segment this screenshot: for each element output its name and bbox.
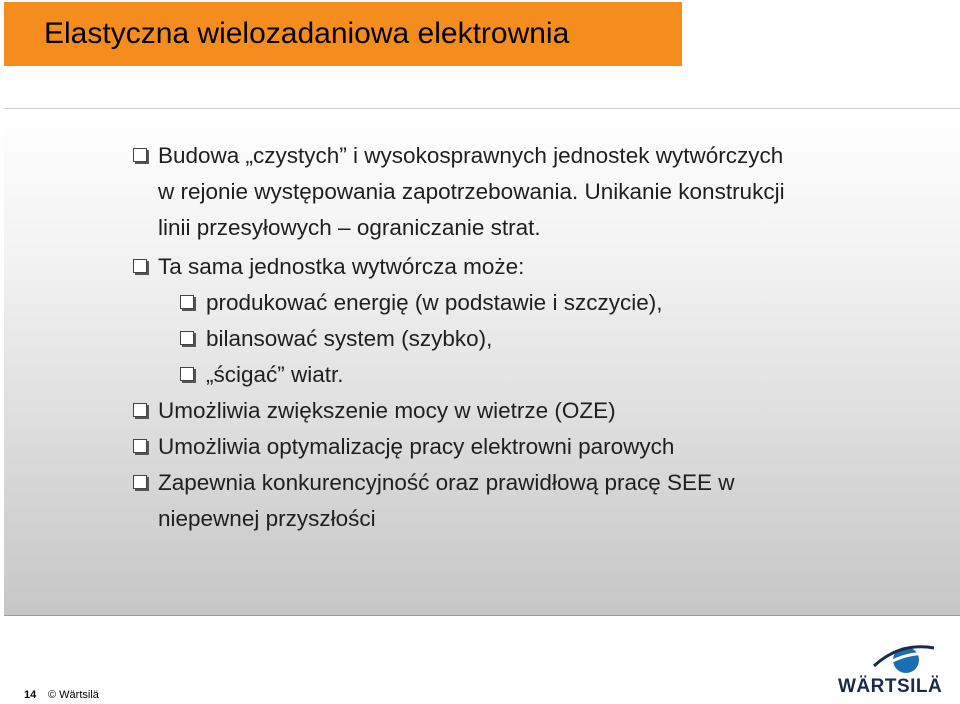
bullet-line: Umożliwia optymalizację pracy elektrowni parowych: [158, 434, 675, 459]
checkbox-bullet-icon: [133, 259, 147, 273]
subbullet-line: bilansować system (szybko),: [206, 326, 493, 351]
bullet-line: Umożliwia zwiększenie mocy w wietrze (OZE): [158, 398, 616, 423]
subbullet-line: produkować energię (w podstawie i szczycie),: [206, 290, 663, 315]
checkbox-subbullet-icon: [180, 295, 194, 309]
checkbox-subbullet-icon: [180, 331, 194, 345]
checkbox-bullet-icon: [133, 148, 147, 162]
bullet-line: Budowa „czystych” i wysokosprawnych jednostek wytwórczych: [158, 143, 784, 168]
page-number: 14: [24, 689, 37, 701]
copyright-text: © Wärtsilä: [48, 689, 99, 701]
bullet-line: niepewnej przyszłości: [158, 506, 376, 531]
subbullet-line: „ścigać” wiatr.: [206, 362, 344, 387]
bullet-line: Ta sama jednostka wytwórcza może:: [158, 254, 525, 279]
bullet-line: Zapewnia konkurencyjność oraz prawidłową pracę SEE w: [158, 470, 735, 495]
slide-title: Elastyczna wielozadaniowa elektrownia: [44, 17, 570, 50]
checkbox-bullet-icon: [133, 475, 147, 489]
bullet-line: linii przesyłowych – ograniczanie strat.: [158, 215, 541, 240]
logo-wordmark: WÄRTSILÄ: [838, 676, 943, 697]
checkbox-subbullet-icon: [180, 367, 194, 381]
bullet-line: w rejonie występowania zapotrzebowania. Unikanie konstrukcji: [158, 179, 785, 204]
checkbox-bullet-icon: [133, 439, 147, 453]
checkbox-bullet-icon: [133, 403, 147, 417]
title-bar: [4, 2, 682, 66]
